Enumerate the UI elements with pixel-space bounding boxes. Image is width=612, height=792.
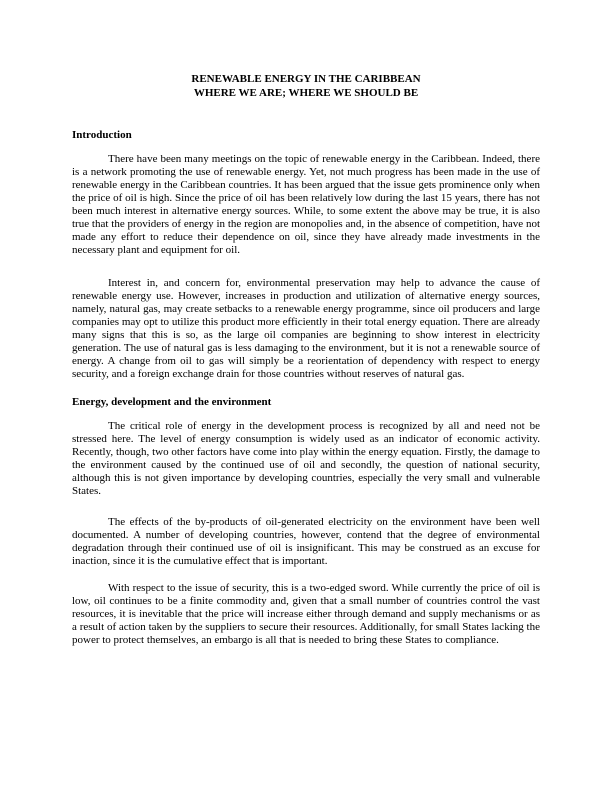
section-heading-energy-development: Energy, development and the environment — [72, 396, 272, 408]
document-title-line-1: RENEWABLE ENERGY IN THE CARIBBEAN — [191, 73, 421, 85]
intro-paragraph-1: There have been many meetings on the topic of renewable energy in the Caribbean. Indeed, there is a network promoting the use of renewable energy. Yet, not much progress has been made in the use of renewable energy in the Caribbean countries. It has been argued that the issue gets prominence only when the price of oil is high. Since the price of oil has been relatively low during the last 15 years, there has not been much interest in alternative energy sources. While, to some extent the above may be true, it is also true that the providers of energy in the region are monopolies and, in the absence of competition, have not made any effort to reduce their dependence on oil, since they have already made investments in the necessary plant and equipment for oil. — [72, 153, 540, 256]
section-heading-introduction: Introduction — [72, 129, 132, 141]
energy-paragraph-2: The effects of the by-products of oil-generated electricity on the environment have been well documented. A number of developing countries, however, contend that the degree of environmental degradation through their continued use of oil is insignificant. This may be construed as an excuse for inaction, since it is the cumulative effect that is important. — [72, 516, 540, 567]
intro-paragraph-2: Interest in, and concern for, environmental preservation may help to advance the cause of renewable energy use. However, increases in production and utilization of alternative energy sources, namely, natural gas, may create setbacks to a renewable energy programme, since oil producers and large companies may opt to utilize this product more efficiently in their total energy equation. There are already many signs that this is so, as the large oil companies are beginning to show interest in electricity generation. The use of natural gas is less damaging to the environment, but it is not a renewable source of energy. A change from oil to gas will simply be a reorientation of dependency with respect to energy security, and a foreign exchange drain for those countries without reserves of natural gas. — [72, 277, 540, 380]
document-title-line-2: WHERE WE ARE; WHERE WE SHOULD BE — [193, 87, 419, 99]
energy-paragraph-3: With respect to the issue of security, this is a two-edged sword. While currently the price of oil is low, oil continues to be a finite commodity and, given that a small number of countries control the vast resources, it is inevitable that the price will increase either through demand and supply mechanisms or as a result of action taken by the suppliers to secure their resources. Additionally, for small States lacking the power to protect themselves, an embargo is all that is needed to bring these States to compliance. — [72, 582, 540, 646]
energy-paragraph-1: The critical role of energy in the development process is recognized by all and need not be stressed here. The level of energy consumption is widely used as an indicator of economic activity. Recently, though, two other factors have come into play within the energy equation. Firstly, the damage to the environment caused by the continued use of oil and secondly, the question of national security, although this is not given importance by developing countries, especially the very small and vulnerable States. — [72, 420, 540, 497]
